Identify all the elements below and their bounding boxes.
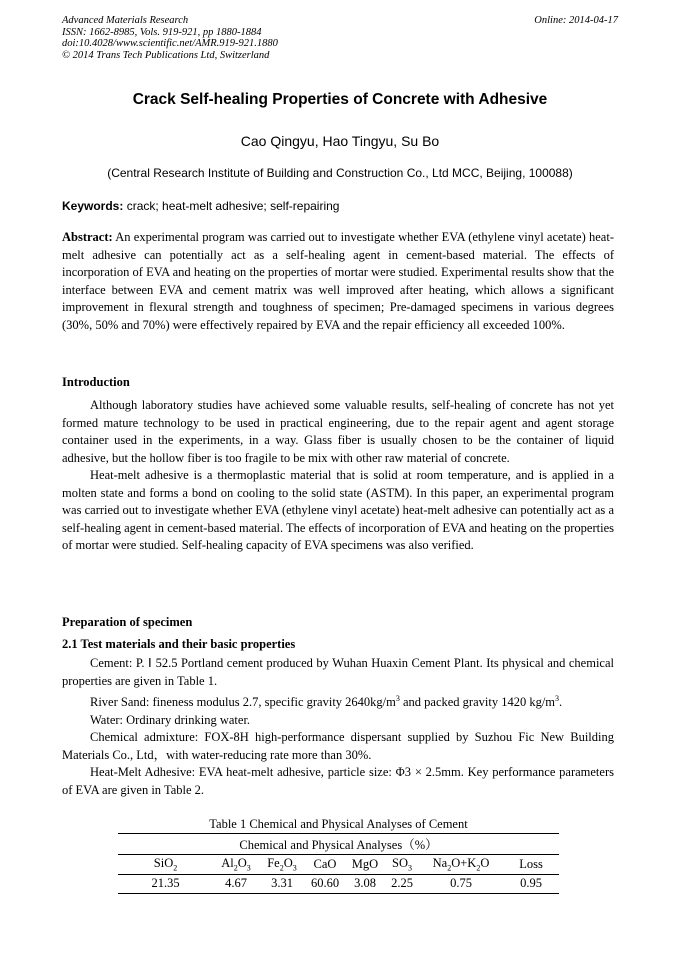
- preparation-heading: Preparation of specimen: [62, 615, 193, 629]
- journal-header: [62, 15, 618, 61]
- introduction-paragraph-2: Heat-melt adhesive is a thermoplastic material that is solid at room temperature, and is applied in a molten state and forms a bond on cooling to the solid state (ASTM). In this paper, an experimental program was carried out to investigate whether EVA (ethylene vinyl acetate) heat-melt adhesive can potentially act as a self-healing agent in cement-based material. The effects of incorporation of EVA and heating on the properties of mortar were studied. Self-healing capacity of EVA specimens was also verified.: [62, 468, 614, 552]
- introduction-paragraph-1: Although laboratory studies have achieved some valuable results, self-healing of concrete has not yet formed mature technology to be used in practical engineering, due to the repair agent and agent storage container used in the experiments, in a way. Glass fiber is usually chosen to be the container of liquid adhesive, but the hollow fiber is too fragile to be mix with other raw material of concrete.: [62, 398, 614, 465]
- journal-doi: doi:10.4028/www.scientific.net/AMR.919-921.1880: [62, 38, 278, 49]
- adhesive-paragraph: Heat-Melt Adhesive: EVA heat-melt adhesive, particle size: Φ3 × 2.5mm. Key performance parameters of EVA are given in Table 2.: [62, 765, 614, 797]
- admixture-paragraph: Chemical admixture: FOX-8H high-performance dispersant supplied by Suzhou Fic New Building Materials Co., Ltd，with water-reducing rate more than 30%.: [62, 730, 614, 762]
- keywords-text: crack; heat-melt adhesive; self-repairing: [126, 199, 340, 213]
- sand-text-b: and packed gravity 1420 kg/m: [399, 695, 556, 710]
- water-paragraph: Water: Ordinary drinking water.: [90, 712, 251, 727]
- col-sio2: SiO$_2$: [153, 856, 178, 873]
- col-al2o3: $Al_2O_3$: [221, 856, 251, 873]
- sand-sup-2: 3: [555, 694, 560, 703]
- table-1-caption: Table 1 Chemical and Physical Analyses of Cement: [209, 817, 468, 831]
- paper-title: Crack Self-healing Properties of Concrete with Adhesive: [132, 91, 548, 108]
- sand-paragraph: [62, 690, 614, 712]
- introduction-body: [62, 397, 614, 555]
- abstract-text: An experimental program was carried out to investigate whether EVA (ethylene vinyl acetate) heat-melt adhesive can potentially act as a self-healing agent in cement-based material. The effects of incorporation of EVA and heating on the properties of mortar were studied. Experimental results show that the interface between EVA and cement matrix was well improved after heating, which allows a significant improvement in flexural strength and toughness of specimen; Pre-damaged specimens in various degrees (30%, 50% and 70%) were effectively repaired by EVA and the repair efficiency all exceeded 100%.: [62, 230, 614, 332]
- col-mgo: MgO: [351, 856, 379, 871]
- journal-issn: ISSN: 1662-8985, Vols. 919-921, pp 1880-1884: [62, 26, 262, 38]
- cement-paragraph: Cement: P. Ⅰ 52.5 Portland cement produced by Wuhan Huaxin Cement Plant. Its physical and chemical properties are given in Table 1.: [62, 656, 614, 688]
- col-loss: Loss: [519, 856, 543, 871]
- col-so3: $SO_3$: [392, 856, 412, 873]
- cell-sio2: 21.35: [118, 874, 213, 893]
- col-fe2o3: $Fe_2O_3$: [267, 856, 297, 873]
- cell-loss: 0.95: [503, 874, 559, 893]
- abstract-label: Abstract:: [62, 230, 113, 244]
- cell-fe2o3: 3.31: [259, 874, 305, 893]
- cell-mgo: 3.08: [345, 874, 385, 893]
- cell-al2o3: 4.67: [213, 874, 259, 893]
- col-na2o-k2o: $Na_2O+K_2O$: [432, 856, 490, 873]
- keywords-separator: :: [119, 199, 124, 213]
- cell-so3: 2.25: [385, 874, 419, 893]
- table-header-row: [118, 855, 559, 875]
- journal-name: Advanced Materials Research: [62, 15, 189, 26]
- abstract: [62, 229, 614, 334]
- sand-sup-1: 3: [395, 694, 400, 703]
- introduction-heading: Introduction: [62, 375, 130, 389]
- table-row: [118, 874, 559, 893]
- paper-affiliation: (Central Research Institute of Building and Construction Co., Ltd MCC, Beijing, 100088): [107, 166, 573, 180]
- keywords: [62, 199, 618, 213]
- table-1: [118, 833, 559, 894]
- table-group-header: Chemical and Physical Analyses（%）: [118, 834, 559, 855]
- col-cao: CaO: [313, 856, 337, 871]
- paper-authors: Cao Qingyu, Hao Tingyu, Su Bo: [240, 133, 440, 149]
- keywords-label: Keywords: [62, 199, 120, 213]
- subsection-heading: 2.1 Test materials and their basic properties: [62, 637, 296, 651]
- cell-na2o-k2o: 0.75: [419, 874, 503, 893]
- sand-text-c: .: [559, 695, 563, 710]
- sand-text-a: River Sand: fineness modulus 2.7, specific gravity 2640kg/m: [90, 695, 396, 710]
- online-date: Online: 2014-04-17: [534, 15, 618, 26]
- preparation-body: [62, 655, 614, 799]
- cell-cao: 60.60: [305, 874, 345, 893]
- journal-copyright: © 2014 Trans Tech Publications Ltd, Switzerland: [62, 49, 270, 61]
